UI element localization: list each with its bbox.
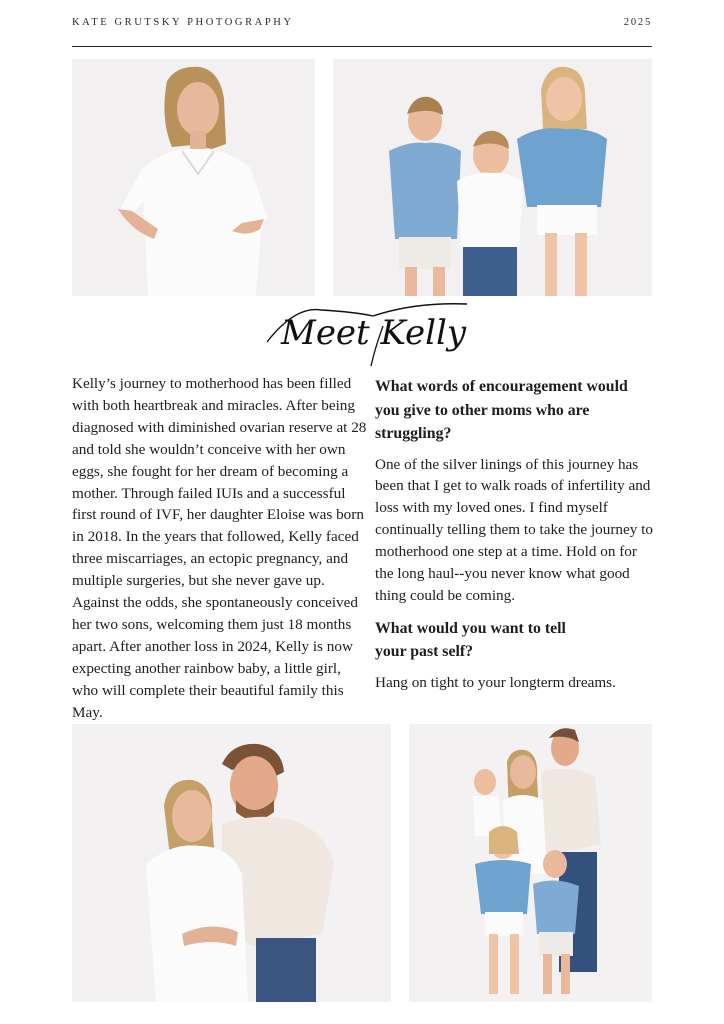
page-title bbox=[255, 296, 475, 370]
title-text: Meet Kelly bbox=[281, 313, 467, 353]
photo-children bbox=[333, 59, 652, 296]
photo-couple-illustration bbox=[72, 724, 391, 1002]
photo-family bbox=[409, 724, 652, 1002]
intro-paragraph: Kelly’s journey to motherhood has been filled with both heartbreak and miracles. After being diagnosed with diminished ovarian reserve at 28 and told she wouldn’t conceive with her own eggs, she fought for her dream of becoming a mother. Through failed IUIs and a successful first round of IVF, her daughter Eloise was born in 2018. In the years that followed, Kelly faced three miscarriages, an ectopic pregnancy, and multiple surgeries, but she never gave up. Against the odds, she spontaneously conceived her two sons, welcoming them just 18 months apart. After another loss in 2024, Kelly is now expecting another rainbow baby, a little girl, who will complete their beautiful family this May. bbox=[72, 375, 367, 721]
photo-children-illustration bbox=[333, 59, 652, 296]
header-brand: KATE GRUTSKY PHOTOGRAPHY bbox=[72, 17, 294, 28]
photo-couple bbox=[72, 724, 391, 1002]
qa-section bbox=[375, 375, 655, 704]
question-encouragement: What words of encouragement would you give to other moms who are struggling? bbox=[375, 378, 628, 442]
header-year: 2025 bbox=[623, 17, 652, 28]
photo-mother-illustration bbox=[72, 59, 315, 296]
answer-past-self: Hang on tight to your longterm dreams. bbox=[375, 673, 616, 691]
photo-mother bbox=[72, 59, 315, 296]
title-flourish bbox=[255, 296, 475, 370]
answer-encouragement: One of the silver linings of this journey has been that I get to walk roads of infertility and loss with my loved ones. I find myself continually telling them to take the journey to motherhood one step at a time. Hold on for the long haul--you never know what good thing could be coming. bbox=[375, 455, 653, 604]
question-past-self: What would you want to tell your past self? bbox=[375, 619, 566, 661]
header-divider bbox=[72, 46, 652, 47]
photo-family-illustration bbox=[409, 724, 652, 1002]
